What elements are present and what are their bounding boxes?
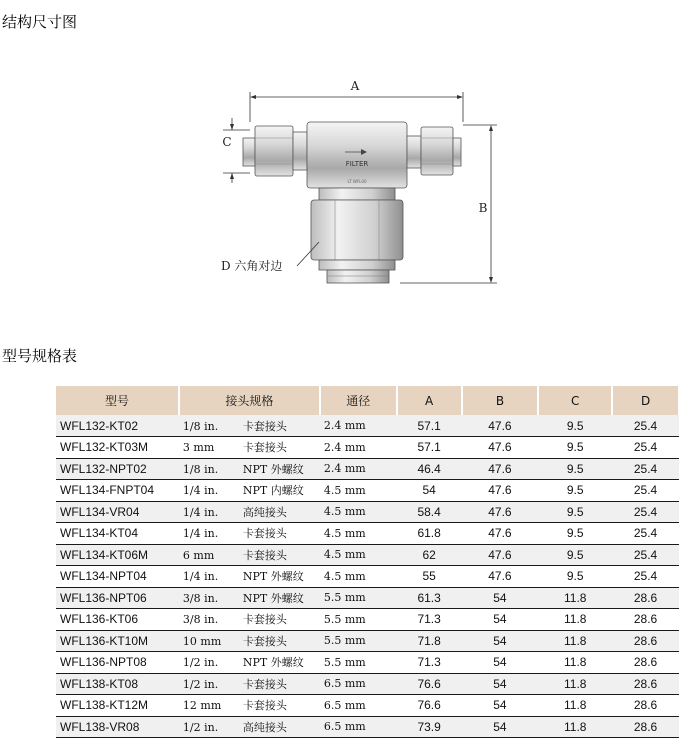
cell-connection bbox=[179, 609, 320, 631]
cell-model: WFL132-KT02 bbox=[56, 415, 179, 437]
cell-size: 12 mm bbox=[182, 699, 222, 713]
header-b: B bbox=[462, 386, 539, 415]
cell-b: 54 bbox=[462, 652, 539, 674]
cell-c: 11.8 bbox=[538, 609, 612, 631]
cell-size: 3/8 in. bbox=[182, 591, 219, 605]
cell-d: 28.6 bbox=[612, 652, 679, 674]
cell-bore: 5.5 mm bbox=[320, 652, 397, 674]
cell-connection-type: NPT 外螺纹 bbox=[242, 570, 304, 584]
cell-a: 62 bbox=[397, 544, 462, 566]
cell-model: WFL138-KT08 bbox=[56, 673, 179, 695]
cell-d: 28.6 bbox=[612, 587, 679, 609]
cell-bore: 4.5 mm bbox=[320, 480, 397, 502]
cell-connection-type: 高纯接头 bbox=[242, 720, 287, 734]
cell-c: 11.8 bbox=[538, 695, 612, 717]
cell-size: 1/4 in. bbox=[182, 570, 219, 584]
cell-c: 9.5 bbox=[538, 544, 612, 566]
table-row bbox=[56, 652, 679, 674]
cell-connection bbox=[179, 544, 320, 566]
cell-c: 11.8 bbox=[538, 652, 612, 674]
cell-bore: 6.5 mm bbox=[320, 673, 397, 695]
cell-bore: 6.5 mm bbox=[320, 716, 397, 738]
header-d: D bbox=[612, 386, 679, 415]
spec-table bbox=[56, 386, 680, 738]
cell-connection bbox=[179, 587, 320, 609]
cell-bore: 5.5 mm bbox=[320, 630, 397, 652]
cell-a: 46.4 bbox=[397, 458, 462, 480]
cell-c: 9.5 bbox=[538, 480, 612, 502]
cell-d: 25.4 bbox=[612, 523, 679, 545]
cell-size: 10 mm bbox=[182, 634, 222, 648]
hex-flat-label bbox=[221, 242, 319, 273]
cell-connection-type: 高纯接头 bbox=[242, 505, 287, 519]
cell-c: 9.5 bbox=[538, 523, 612, 545]
dimension-a-label: A bbox=[350, 79, 360, 93]
cell-connection-type: 卡套接头 bbox=[242, 613, 287, 627]
table-row bbox=[56, 673, 679, 695]
cell-connection bbox=[179, 437, 320, 459]
cell-connection-type: NPT 内螺纹 bbox=[242, 484, 304, 498]
cell-bore: 5.5 mm bbox=[320, 609, 397, 631]
cell-connection bbox=[179, 716, 320, 738]
cell-connection-type: 卡套接头 bbox=[242, 677, 287, 691]
cell-model: WFL134-NPT04 bbox=[56, 566, 179, 588]
cell-d: 25.4 bbox=[612, 544, 679, 566]
cell-connection-type: 卡套接头 bbox=[242, 699, 287, 713]
cell-a: 55 bbox=[397, 566, 462, 588]
cell-model: WFL136-NPT06 bbox=[56, 587, 179, 609]
cell-b: 54 bbox=[462, 716, 539, 738]
cell-b: 47.6 bbox=[462, 544, 539, 566]
cell-connection-type: NPT 外螺纹 bbox=[242, 591, 304, 605]
cell-d: 28.6 bbox=[612, 673, 679, 695]
table-row bbox=[56, 609, 679, 631]
cell-connection bbox=[179, 566, 320, 588]
cell-b: 47.6 bbox=[462, 480, 539, 502]
cell-model: WFL136-KT06 bbox=[56, 609, 179, 631]
header-a: A bbox=[397, 386, 462, 415]
cell-a: 76.6 bbox=[397, 673, 462, 695]
cell-bore: 4.5 mm bbox=[320, 544, 397, 566]
cell-model: WFL134-VR04 bbox=[56, 501, 179, 523]
table-row bbox=[56, 501, 679, 523]
cell-b: 54 bbox=[462, 673, 539, 695]
cell-bore: 4.5 mm bbox=[320, 501, 397, 523]
cell-bore: 5.5 mm bbox=[320, 587, 397, 609]
cell-bore: 4.5 mm bbox=[320, 523, 397, 545]
cell-a: 58.4 bbox=[397, 501, 462, 523]
cell-model: WFL136-KT10M bbox=[56, 630, 179, 652]
cell-b: 47.6 bbox=[462, 566, 539, 588]
cell-a: 76.6 bbox=[397, 695, 462, 717]
cell-size: 6 mm bbox=[182, 548, 215, 562]
dimension-b-label: B bbox=[478, 201, 488, 215]
cell-connection bbox=[179, 652, 320, 674]
cell-connection bbox=[179, 415, 320, 437]
cell-b: 54 bbox=[462, 630, 539, 652]
table-row bbox=[56, 480, 679, 502]
table-row bbox=[56, 544, 679, 566]
cell-b: 47.6 bbox=[462, 437, 539, 459]
table-row bbox=[56, 415, 679, 437]
cell-a: 57.1 bbox=[397, 437, 462, 459]
cell-c: 11.8 bbox=[538, 673, 612, 695]
cell-d: 25.4 bbox=[612, 415, 679, 437]
cell-model: WFL134-KT04 bbox=[56, 523, 179, 545]
cell-bore: 2.4 mm bbox=[320, 415, 397, 437]
header-bore: 通径 bbox=[320, 386, 397, 415]
cell-d: 28.6 bbox=[612, 695, 679, 717]
cell-a: 73.9 bbox=[397, 716, 462, 738]
left-fitting bbox=[243, 126, 307, 176]
cell-size: 1/4 in. bbox=[182, 527, 219, 541]
table-row bbox=[56, 523, 679, 545]
cell-d: 28.6 bbox=[612, 609, 679, 631]
table-row bbox=[56, 566, 679, 588]
cell-connection-type: 卡套接头 bbox=[242, 441, 287, 455]
model-spec-title: 型号规格表 bbox=[2, 347, 78, 365]
dimension-c-label: C bbox=[222, 135, 232, 149]
cell-connection-type: NPT 外螺纹 bbox=[242, 462, 304, 476]
cell-bore: 2.4 mm bbox=[320, 437, 397, 459]
cell-c: 9.5 bbox=[538, 458, 612, 480]
filter-body bbox=[307, 122, 407, 188]
label-d-text: D 六角对边 bbox=[221, 259, 283, 273]
spec-table-body bbox=[56, 415, 679, 738]
cell-connection bbox=[179, 630, 320, 652]
cell-connection-type: 卡套接头 bbox=[242, 527, 287, 541]
cell-a: 71.3 bbox=[397, 609, 462, 631]
cell-d: 25.4 bbox=[612, 458, 679, 480]
right-fitting bbox=[407, 127, 461, 175]
table-row bbox=[56, 437, 679, 459]
body-mark: LT WFL00 bbox=[347, 179, 367, 184]
cell-connection bbox=[179, 523, 320, 545]
table-row bbox=[56, 716, 679, 738]
cell-b: 47.6 bbox=[462, 458, 539, 480]
filter-text: FILTER bbox=[345, 160, 369, 168]
cell-size: 1/4 in. bbox=[182, 505, 219, 519]
cell-model: WFL134-FNPT04 bbox=[56, 480, 179, 502]
cell-size: 3 mm bbox=[182, 441, 215, 455]
cell-model: WFL132-KT03M bbox=[56, 437, 179, 459]
cell-connection-type: 卡套接头 bbox=[242, 548, 287, 562]
cell-b: 54 bbox=[462, 587, 539, 609]
cell-a: 61.3 bbox=[397, 587, 462, 609]
table-row bbox=[56, 587, 679, 609]
cell-d: 25.4 bbox=[612, 437, 679, 459]
cell-size: 1/8 in. bbox=[182, 462, 219, 476]
structure-dimension-title: 结构尺寸图 bbox=[2, 13, 78, 31]
cell-size: 1/2 in. bbox=[182, 720, 219, 734]
cell-model: WFL132-NPT02 bbox=[56, 458, 179, 480]
cell-c: 11.8 bbox=[538, 716, 612, 738]
cell-size: 1/8 in. bbox=[182, 419, 219, 433]
cell-connection bbox=[179, 501, 320, 523]
cell-b: 47.6 bbox=[462, 523, 539, 545]
cell-a: 71.3 bbox=[397, 652, 462, 674]
cell-connection bbox=[179, 480, 320, 502]
cell-d: 25.4 bbox=[612, 566, 679, 588]
cell-a: 61.8 bbox=[397, 523, 462, 545]
filter-dimension-diagram bbox=[215, 70, 505, 300]
cell-size: 1/4 in. bbox=[182, 484, 219, 498]
header-c: C bbox=[538, 386, 612, 415]
cell-connection bbox=[179, 673, 320, 695]
cell-c: 9.5 bbox=[538, 566, 612, 588]
cell-size: 3/8 in. bbox=[182, 613, 219, 627]
table-row bbox=[56, 458, 679, 480]
cell-c: 11.8 bbox=[538, 587, 612, 609]
cell-c: 9.5 bbox=[538, 501, 612, 523]
table-row bbox=[56, 630, 679, 652]
cell-connection bbox=[179, 695, 320, 717]
cell-a: 54 bbox=[397, 480, 462, 502]
cell-size: 1/2 in. bbox=[182, 656, 219, 670]
cell-d: 28.6 bbox=[612, 716, 679, 738]
cell-bore: 6.5 mm bbox=[320, 695, 397, 717]
dimension-a bbox=[250, 79, 463, 122]
table-header-row bbox=[56, 386, 679, 415]
cell-a: 71.8 bbox=[397, 630, 462, 652]
cell-model: WFL138-KT12M bbox=[56, 695, 179, 717]
cell-bore: 2.4 mm bbox=[320, 458, 397, 480]
cell-d: 28.6 bbox=[612, 630, 679, 652]
cell-d: 25.4 bbox=[612, 480, 679, 502]
bottom-hex-nut bbox=[311, 188, 403, 283]
cell-model: WFL138-VR08 bbox=[56, 716, 179, 738]
cell-bore: 4.5 mm bbox=[320, 566, 397, 588]
cell-connection-type: NPT 外螺纹 bbox=[242, 656, 304, 670]
cell-connection bbox=[179, 458, 320, 480]
cell-connection-type: 卡套接头 bbox=[242, 419, 287, 433]
cell-b: 54 bbox=[462, 609, 539, 631]
cell-c: 11.8 bbox=[538, 630, 612, 652]
cell-c: 9.5 bbox=[538, 437, 612, 459]
cell-b: 54 bbox=[462, 695, 539, 717]
cell-connection-type: 卡套接头 bbox=[242, 634, 287, 648]
cell-c: 9.5 bbox=[538, 415, 612, 437]
cell-model: WFL136-NPT08 bbox=[56, 652, 179, 674]
table-row bbox=[56, 695, 679, 717]
header-model: 型号 bbox=[56, 386, 179, 415]
cell-b: 47.6 bbox=[462, 415, 539, 437]
cell-b: 47.6 bbox=[462, 501, 539, 523]
cell-model: WFL134-KT06M bbox=[56, 544, 179, 566]
header-connection: 接头规格 bbox=[179, 386, 320, 415]
cell-d: 25.4 bbox=[612, 501, 679, 523]
cell-size: 1/2 in. bbox=[182, 677, 219, 691]
cell-a: 57.1 bbox=[397, 415, 462, 437]
